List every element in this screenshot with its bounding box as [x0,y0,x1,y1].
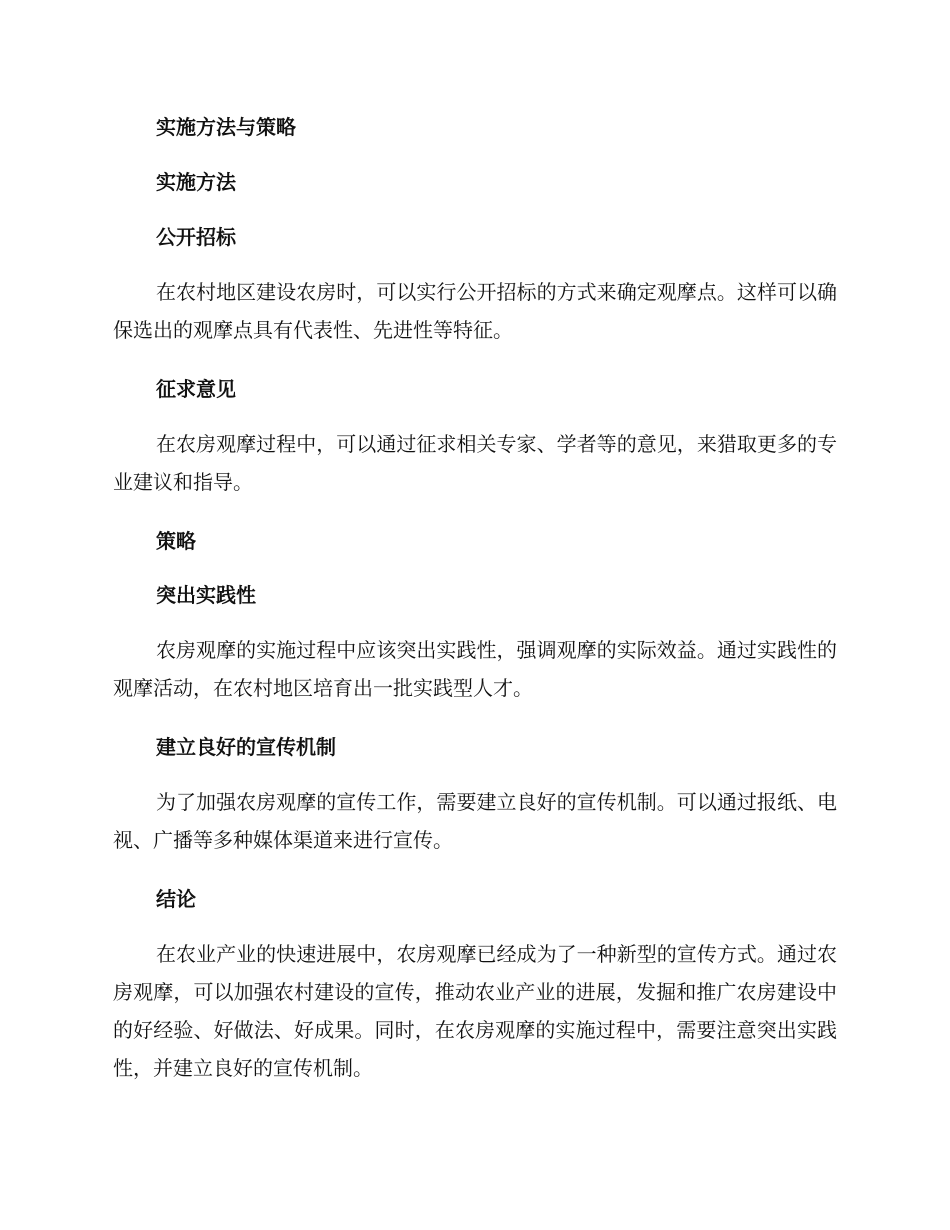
item-heading-seek-opinions: 征求意见 [156,377,236,401]
item-heading-public-bidding: 公开招标 [156,225,236,249]
paragraph-public-bidding: 在农村地区建设农房时，可以实行公开招标的方式来确定观摩点。这样可以确保选出的观摩点具有代表性、先进性等特征。 [113,280,837,342]
section-heading-methods-and-strategies: 实施方法与策略 [156,115,296,139]
section-heading-conclusion: 结论 [156,887,196,911]
item-heading-practice: 突出实践性 [156,583,256,607]
paragraph-practice: 农房观摩的实施过程中应该突出实践性，强调观摩的实际效益。通过实践性的观摩活动，在农村地区培育出一批实践型人才。 [113,638,837,700]
paragraph-seek-opinions: 在农房观摩过程中，可以通过征求相关专家、学者等的意见，来猎取更多的专业建议和指导。 [113,432,837,494]
subsection-heading-methods: 实施方法 [156,170,236,194]
paragraph-publicity-mechanism: 为了加强农房观摩的宣传工作，需要建立良好的宣传机制。可以通过报纸、电视、广播等多种媒体渠道来进行宣传。 [113,790,837,852]
subsection-heading-strategy: 策略 [156,529,196,553]
paragraph-conclusion: 在农业产业的快速进展中，农房观摩已经成为了一种新型的宣传方式。通过农房观摩，可以加强农村建设的宣传，推动农业产业的进展，发掘和推广农房建设中的好经验、好做法、好成果。同时，在农房观摩的实施过程中，需要注意突出实践性，并建立良好的宣传机制。 [113,942,837,1080]
item-heading-publicity-mechanism: 建立良好的宣传机制 [156,735,336,759]
